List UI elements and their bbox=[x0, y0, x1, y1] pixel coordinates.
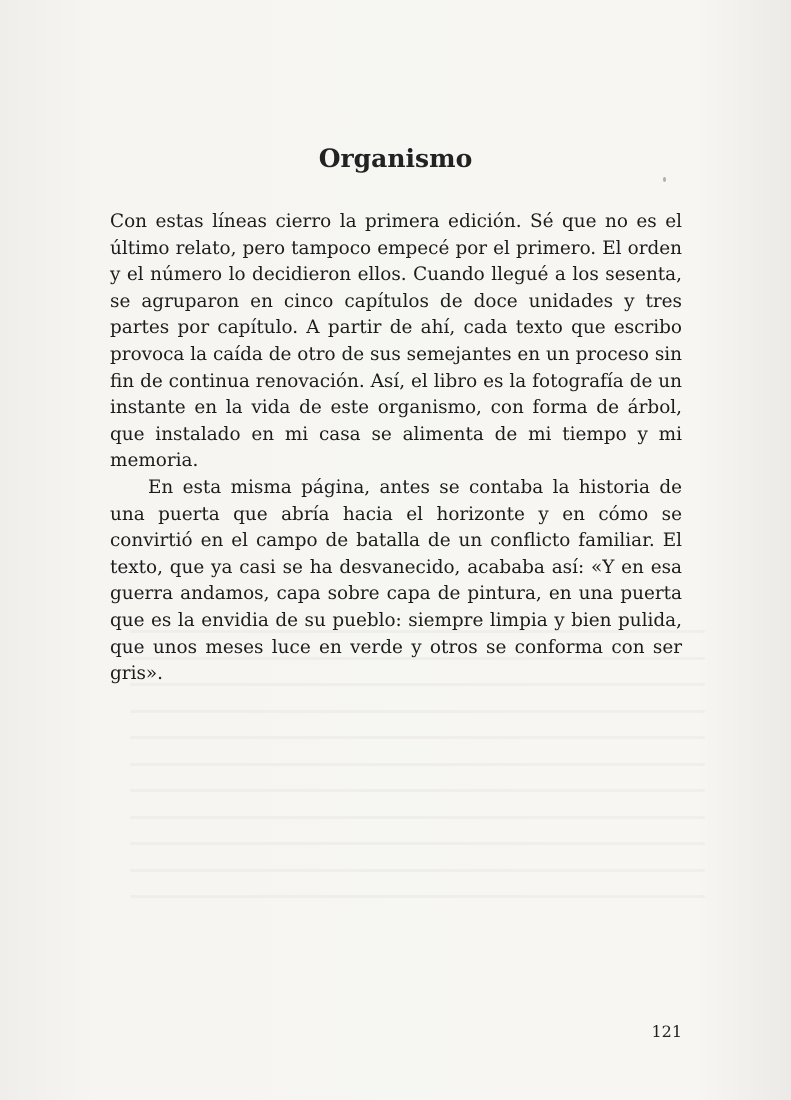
chapter-title: Organismo bbox=[318, 144, 473, 173]
paper-speck bbox=[663, 177, 666, 182]
paragraph-2: En esta misma página, antes se contaba la historia de una puerta que abría hacia el horizonte y en cómo se convirtió en el campo de batalla de un conflicto familiar. El texto, que ya casi se ha desvanecido, acababa así: «Y en esa guerra andamos, capa sobre capa de pintura, en una puerta que es la envidia de su pueblo: siempre limpia y bien pulida, que unos meses luce en verde y otros se conforma con ser gris». bbox=[110, 476, 682, 685]
page-number: 121 bbox=[651, 1022, 682, 1041]
body-text bbox=[110, 209, 682, 688]
paragraph-1: Con estas líneas cierro la primera edición. Sé que no es el último relato, pero tampoco empecé por el primero. El orden y el número lo decidieron ellos. Cuando llegué a los sesenta, se agruparon en cinco capítulos de doce unidades y tres partes por capítulo. A partir de ahí, cada texto que escribo provoca la caída de otro de sus semejantes en un proceso sin fin de continua renovación. Así, el libro es la fotografía de un instante en la vida de este organismo, con forma de árbol, que instalado en mi casa se alimenta de mi tiempo y mi memoria. bbox=[110, 211, 682, 472]
